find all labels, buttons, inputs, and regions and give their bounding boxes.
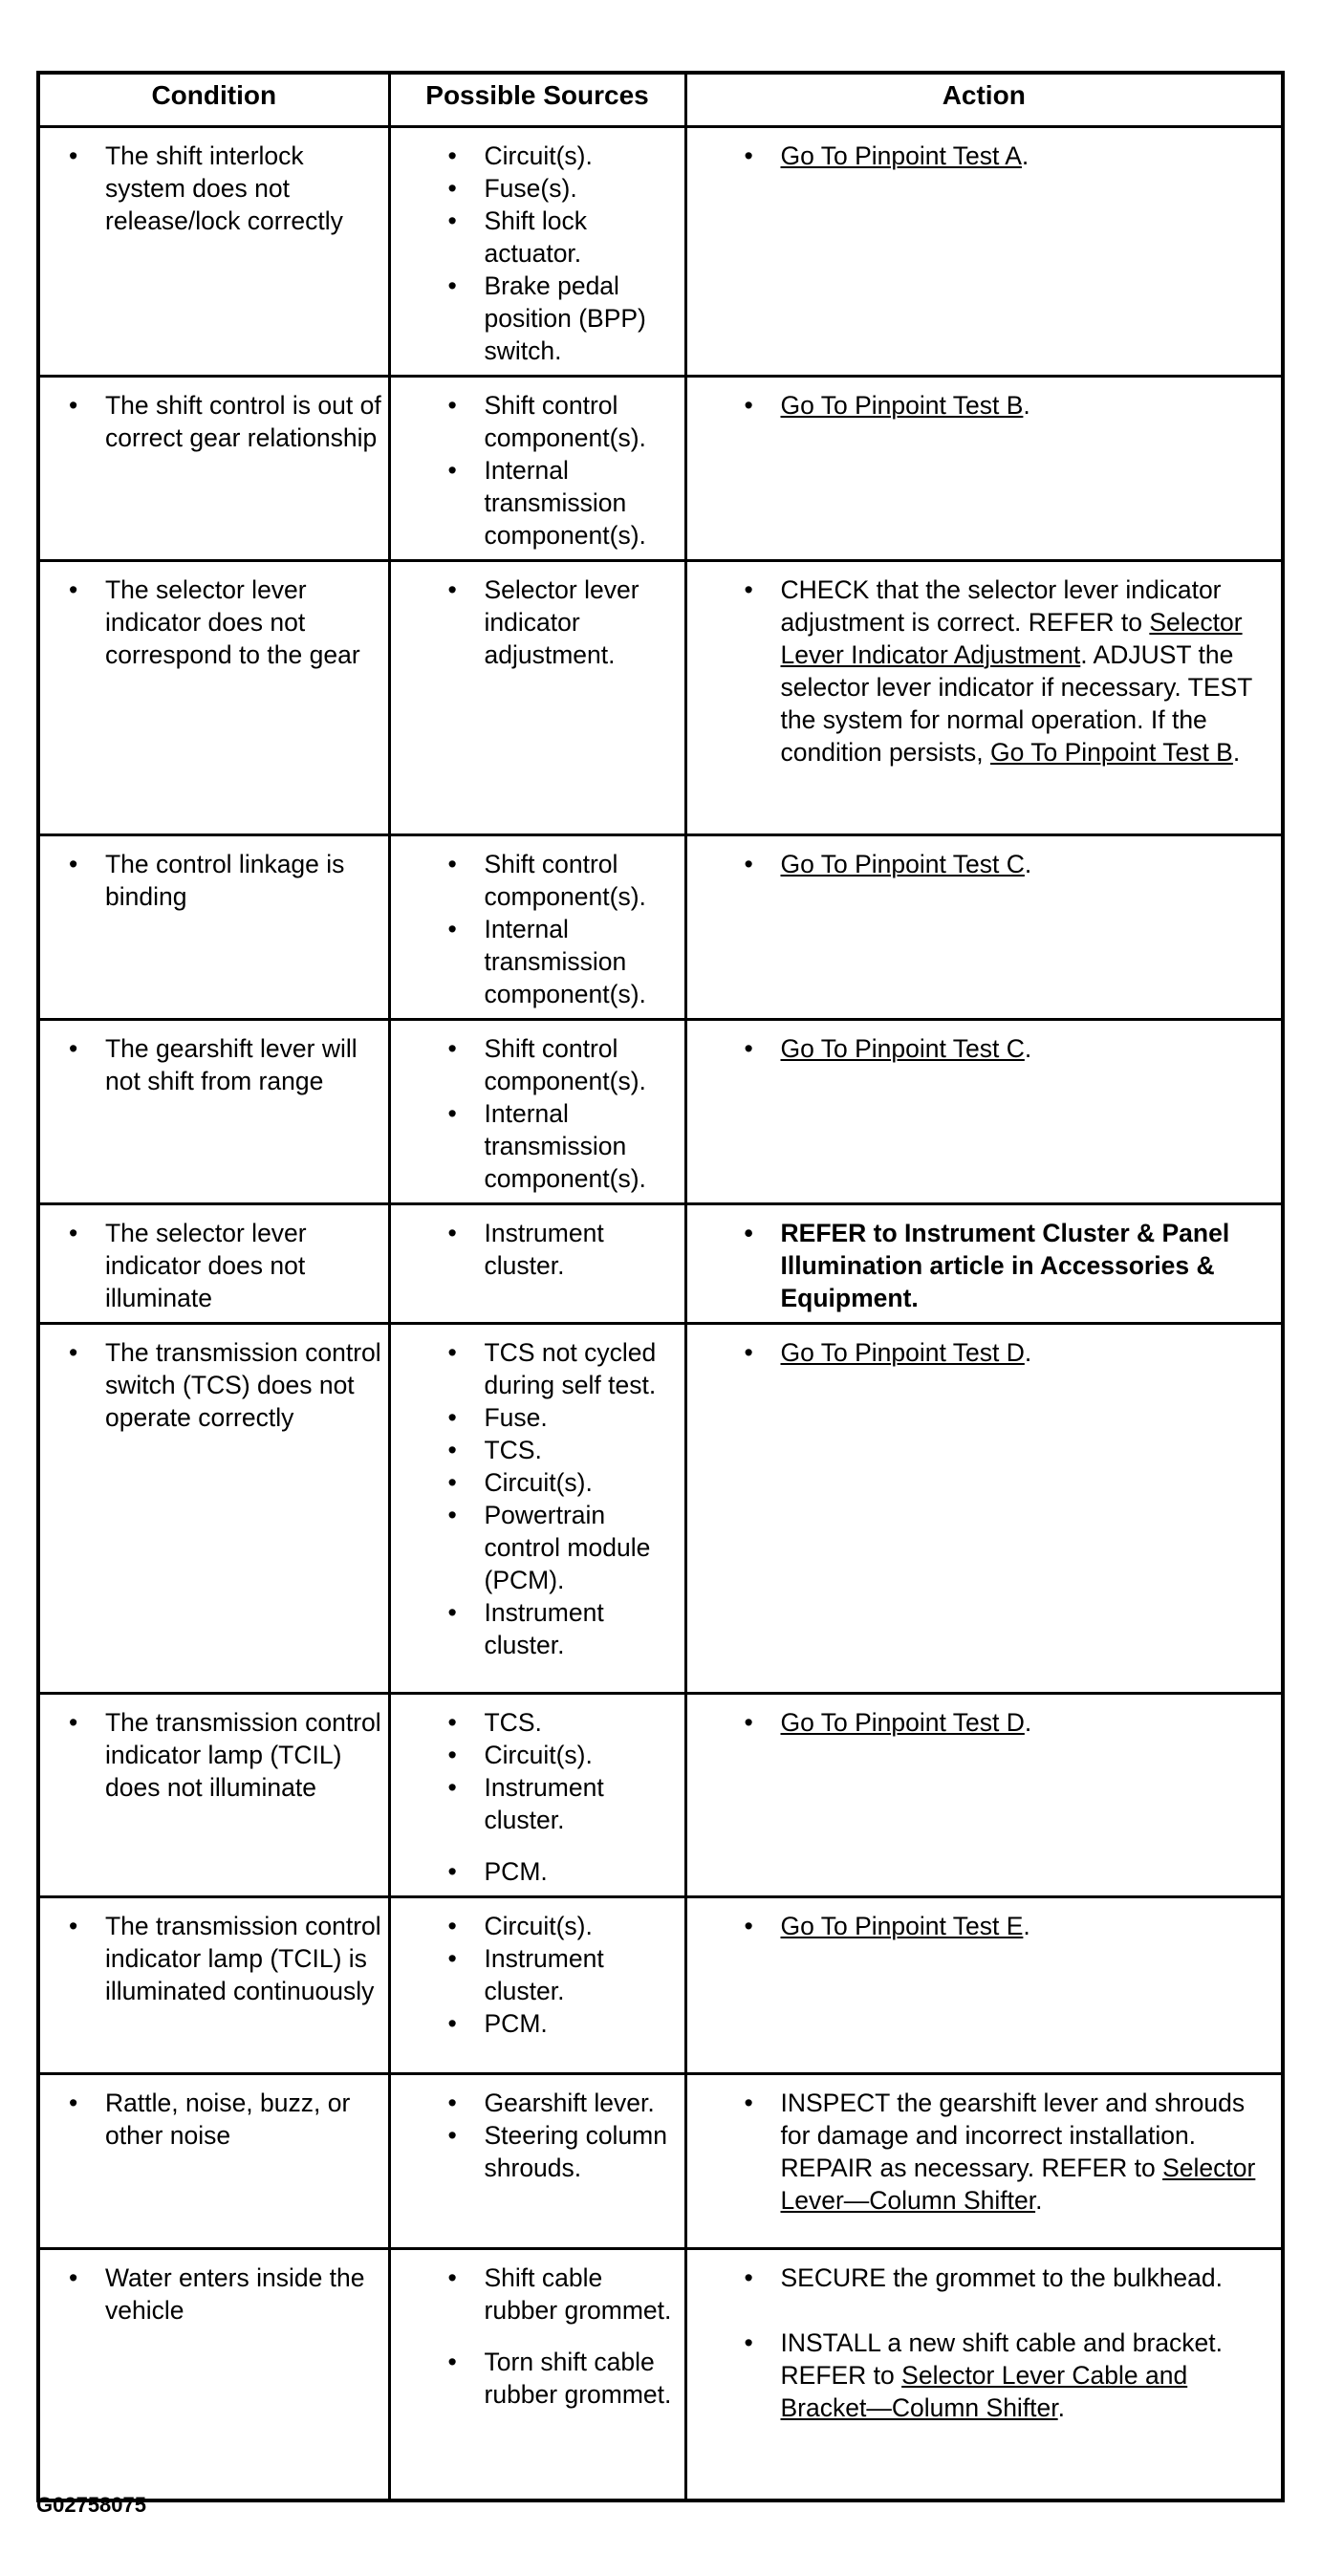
source-item: • PCM. bbox=[397, 2007, 679, 2040]
source-item: • Selector lever indicator adjustment. bbox=[397, 574, 679, 671]
action-item: • Go To Pinpoint Test D. bbox=[693, 1706, 1276, 1739]
condition-text: • Rattle, noise, buzz, or other noise bbox=[46, 2087, 382, 2152]
action-item: • INSPECT the gearshift lever and shrouds for damage and incorrect installation. REPAIR as necessary. REFER to Selector Lever—Column Shifter. bbox=[693, 2087, 1276, 2217]
condition-cell bbox=[38, 377, 389, 561]
condition-text: • The transmission control indicator lamp (TCIL) is illuminated continuously bbox=[46, 1910, 382, 2007]
condition-cell bbox=[38, 2249, 389, 2500]
diagnostic-table bbox=[36, 71, 1285, 2502]
source-item: • Instrument cluster. bbox=[397, 1217, 679, 1282]
action-item: • Go To Pinpoint Test D. bbox=[693, 1336, 1276, 1369]
condition-text: • The gearshift lever will not shift from range bbox=[46, 1032, 382, 1097]
pinpoint-test-b-link[interactable]: Go To Pinpoint Test B bbox=[780, 391, 1024, 420]
header-possible-sources: Possible Sources bbox=[389, 73, 685, 127]
source-item: • Instrument cluster. bbox=[397, 1942, 679, 2007]
action-item: • Go To Pinpoint Test C. bbox=[693, 848, 1276, 880]
source-item: • Shift control component(s). bbox=[397, 848, 679, 913]
source-item: • Gearshift lever. bbox=[397, 2087, 679, 2119]
source-item: • Instrument cluster. bbox=[397, 1771, 679, 1836]
action-cell bbox=[685, 127, 1283, 377]
action-cell bbox=[685, 1694, 1283, 1897]
sources-cell bbox=[389, 377, 685, 561]
condition-text: • The control linkage is binding bbox=[46, 848, 382, 913]
action-item: • Go To Pinpoint Test E. bbox=[693, 1910, 1276, 1942]
action-item: • Go To Pinpoint Test B. bbox=[693, 389, 1276, 422]
source-item: • PCM. bbox=[397, 1855, 679, 1888]
action-cell bbox=[685, 835, 1283, 1020]
action-item: • INSTALL a new shift cable and bracket. REFER to Selector Lever Cable and Bracket—Column Shifter. bbox=[693, 2327, 1276, 2424]
table-row bbox=[38, 1324, 1283, 1694]
condition-text: • The selector lever indicator does not correspond to the gear bbox=[46, 574, 382, 671]
action-text: CHECK that the selector lever indicator adjustment is correct. REFER to bbox=[780, 575, 1222, 637]
sources-cell bbox=[389, 1897, 685, 2074]
pinpoint-test-b-link[interactable]: Go To Pinpoint Test B bbox=[989, 738, 1233, 767]
table-row bbox=[38, 1204, 1283, 1324]
pinpoint-test-e-link[interactable]: Go To Pinpoint Test E bbox=[780, 1912, 1024, 1940]
table-row bbox=[38, 561, 1283, 835]
source-item: • Internal transmission component(s). bbox=[397, 913, 679, 1010]
condition-cell bbox=[38, 1020, 389, 1204]
source-item: • Circuit(s). bbox=[397, 1910, 679, 1942]
action-cell bbox=[685, 2074, 1283, 2249]
sources-cell bbox=[389, 127, 685, 377]
condition-text: • The shift interlock system does not release/lock correctly bbox=[46, 140, 382, 237]
condition-text: • The selector lever indicator does not illuminate bbox=[46, 1217, 382, 1314]
condition-cell bbox=[38, 561, 389, 835]
source-item: • Instrument cluster. bbox=[397, 1596, 679, 1661]
source-item: • Shift control component(s). bbox=[397, 1032, 679, 1097]
source-item: • Internal transmission component(s). bbox=[397, 454, 679, 552]
source-item: • Circuit(s). bbox=[397, 1466, 679, 1499]
table-row bbox=[38, 1694, 1283, 1897]
condition-text: • Water enters inside the vehicle bbox=[46, 2262, 382, 2327]
action-cell bbox=[685, 1897, 1283, 2074]
action-cell bbox=[685, 377, 1283, 561]
sources-cell bbox=[389, 561, 685, 835]
sources-cell bbox=[389, 835, 685, 1020]
table-row bbox=[38, 1897, 1283, 2074]
condition-text: • The transmission control indicator lamp (TCIL) does not illuminate bbox=[46, 1706, 382, 1804]
action-item: • Go To Pinpoint Test C. bbox=[693, 1032, 1276, 1065]
action-text: • SECURE the grommet to the bulkhead. bbox=[693, 2262, 1276, 2294]
figure-id: G02758075 bbox=[36, 2493, 146, 2517]
header-condition: Condition bbox=[38, 73, 389, 127]
table-row bbox=[38, 1020, 1283, 1204]
pinpoint-test-c-link[interactable]: Go To Pinpoint Test C bbox=[780, 850, 1025, 878]
source-item: • Fuse(s). bbox=[397, 172, 679, 205]
action-item: • Go To Pinpoint Test A. bbox=[693, 140, 1276, 172]
sources-cell bbox=[389, 2249, 685, 2500]
source-item: • TCS. bbox=[397, 1434, 679, 1466]
source-item: • Powertrain control module (PCM). bbox=[397, 1499, 679, 1596]
table-row bbox=[38, 2249, 1283, 2500]
condition-text: • The shift control is out of correct gear relationship bbox=[46, 389, 382, 454]
source-item: • Internal transmission component(s). bbox=[397, 1097, 679, 1195]
source-item: • Brake pedal position (BPP) switch. bbox=[397, 270, 679, 367]
condition-cell bbox=[38, 835, 389, 1020]
pinpoint-test-a-link[interactable]: Go To Pinpoint Test A bbox=[780, 141, 1022, 170]
sources-cell bbox=[389, 1020, 685, 1204]
source-item: • TCS not cycled during self test. bbox=[397, 1336, 679, 1401]
action-text: INSTALL a new shift cable and bracket. REFER to bbox=[780, 2328, 1224, 2390]
action-cell bbox=[685, 561, 1283, 835]
table-row bbox=[38, 835, 1283, 1020]
sources-cell bbox=[389, 2074, 685, 2249]
header-action: Action bbox=[685, 73, 1283, 127]
condition-cell bbox=[38, 1897, 389, 2074]
action-text: ADJUST the selector lever indicator if necessary. TEST the system for normal operation. If the condition persists, bbox=[780, 640, 1252, 767]
pinpoint-test-d-link[interactable]: Go To Pinpoint Test D bbox=[780, 1708, 1025, 1737]
source-item: • Circuit(s). bbox=[397, 1739, 679, 1771]
selector-lever-indicator-adjustment-link[interactable]: Selector Lever Indicator Adjustment bbox=[780, 608, 1243, 669]
action-cell bbox=[685, 1204, 1283, 1324]
condition-cell bbox=[38, 2074, 389, 2249]
condition-cell bbox=[38, 1204, 389, 1324]
source-item: • Shift control component(s). bbox=[397, 389, 679, 454]
table-row bbox=[38, 2074, 1283, 2249]
condition-cell bbox=[38, 1324, 389, 1694]
pinpoint-test-d-link[interactable]: Go To Pinpoint Test D bbox=[780, 1338, 1025, 1367]
table-row bbox=[38, 377, 1283, 561]
sources-cell bbox=[389, 1694, 685, 1897]
source-item: • Circuit(s). bbox=[397, 140, 679, 172]
selector-lever-column-shifter-link[interactable]: Selector Lever—Column Shifter bbox=[780, 2154, 1256, 2215]
action-cell bbox=[685, 2249, 1283, 2500]
action-text: INSPECT the gearshift lever and shrouds for damage and incorrect installation. REPAIR as necessary. REFER to bbox=[780, 2089, 1246, 2182]
source-item: • Shift lock actuator. bbox=[397, 205, 679, 270]
action-item: • CHECK that the selector lever indicator adjustment is correct. REFER to Selector Lever Indicator Adjustment. ADJUST the selector lever indicator if necessary. TEST the system for normal operation. If the condition persists, Go To Pinpoint Test B. bbox=[693, 574, 1276, 768]
header-row bbox=[38, 73, 1283, 127]
source-item: • Shift cable rubber grommet. bbox=[397, 2262, 679, 2327]
sources-cell bbox=[389, 1204, 685, 1324]
condition-cell bbox=[38, 1694, 389, 1897]
condition-text: • The transmission control switch (TCS) does not operate correctly bbox=[46, 1336, 382, 1434]
source-item: • Torn shift cable rubber grommet. bbox=[397, 2346, 679, 2411]
source-item: • TCS. bbox=[397, 1706, 679, 1739]
source-item: • Steering column shrouds. bbox=[397, 2119, 679, 2184]
pinpoint-test-c-link[interactable]: Go To Pinpoint Test C bbox=[780, 1034, 1025, 1063]
source-item: • Fuse. bbox=[397, 1401, 679, 1434]
condition-cell bbox=[38, 127, 389, 377]
selector-lever-cable-and-bracket-link[interactable]: Selector Lever Cable and Bracket—Column Shifter bbox=[780, 2361, 1188, 2422]
action-cell bbox=[685, 1324, 1283, 1694]
table-row bbox=[38, 127, 1283, 377]
action-text: • REFER to Instrument Cluster & Panel Illumination article in Accessories & Equipment. bbox=[693, 1217, 1276, 1314]
action-cell bbox=[685, 1020, 1283, 1204]
sources-cell bbox=[389, 1324, 685, 1694]
